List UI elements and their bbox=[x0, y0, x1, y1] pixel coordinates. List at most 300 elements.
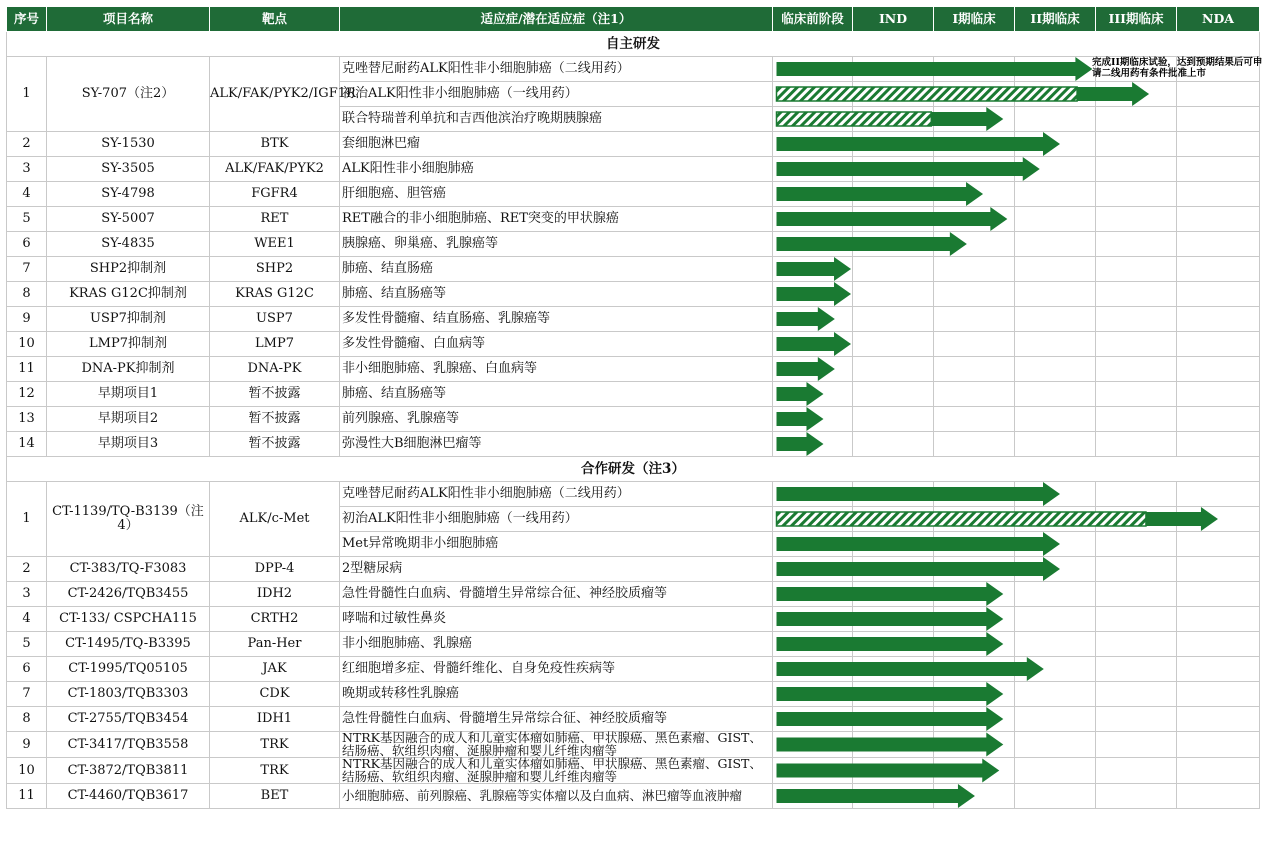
phase-cell bbox=[1015, 407, 1096, 432]
phase-cell bbox=[1177, 132, 1260, 157]
phase-cell bbox=[1177, 257, 1260, 282]
phase-cell bbox=[853, 382, 934, 407]
row-number: 13 bbox=[7, 407, 47, 432]
phase-cell bbox=[934, 257, 1015, 282]
phase-cell bbox=[934, 307, 1015, 332]
phase2-approval-note: 完成II期临床试验，达到预期结果后可申请二线用药有条件批准上市 bbox=[1092, 57, 1263, 79]
row-number: 1 bbox=[7, 57, 47, 132]
phase-cell bbox=[934, 207, 1015, 232]
phase-cell bbox=[934, 557, 1015, 582]
table-row bbox=[7, 257, 1260, 282]
phase-cell bbox=[773, 732, 853, 758]
indication: RET融合的非小细胞肺癌、RET突变的甲状腺癌 bbox=[340, 207, 773, 232]
phase-cell bbox=[1096, 207, 1177, 232]
indication: NTRK基因融合的成人和儿童实体瘤如肺癌、甲状腺癌、黑色素瘤、GIST、结肠癌、软组织肉瘤、涎腺肿瘤和婴儿纤维肉瘤等 bbox=[340, 758, 773, 784]
row-number: 7 bbox=[7, 682, 47, 707]
phase-cell bbox=[934, 232, 1015, 257]
phase-cell bbox=[934, 432, 1015, 457]
phase-cell bbox=[1096, 582, 1177, 607]
phase-cell bbox=[934, 182, 1015, 207]
phase-cell bbox=[773, 707, 853, 732]
indication: 初治ALK阳性非小细胞肺癌（一线用药） bbox=[340, 507, 773, 532]
phase-cell bbox=[773, 182, 853, 207]
table-row bbox=[7, 557, 1260, 582]
row-number: 10 bbox=[7, 758, 47, 784]
phase-cell bbox=[773, 307, 853, 332]
phase-cell bbox=[853, 207, 934, 232]
phase-cell bbox=[853, 532, 934, 557]
phase-cell bbox=[934, 282, 1015, 307]
indication: 肝细胞癌、胆管癌 bbox=[340, 182, 773, 207]
phase-cell bbox=[773, 482, 853, 507]
phase-cell bbox=[853, 682, 934, 707]
project-name: CT-1139/TQ-B3139（注4） bbox=[47, 482, 210, 557]
phase-cell bbox=[1096, 732, 1177, 758]
phase-cell bbox=[1096, 182, 1177, 207]
phase-cell bbox=[853, 332, 934, 357]
table-row bbox=[7, 732, 1260, 758]
indication: NTRK基因融合的成人和儿童实体瘤如肺癌、甲状腺癌、黑色素瘤、GIST、结肠癌、软组织肉瘤、涎腺肿瘤和婴儿纤维肉瘤等 bbox=[340, 732, 773, 758]
project-name: SY-4798 bbox=[47, 182, 210, 207]
col-phase3-header: III期临床 bbox=[1096, 7, 1177, 32]
row-number: 5 bbox=[7, 207, 47, 232]
phase-cell bbox=[853, 732, 934, 758]
phase-cell bbox=[1177, 482, 1260, 507]
phase-cell bbox=[1177, 557, 1260, 582]
pipeline-table bbox=[6, 6, 1260, 809]
project-name: CT-4460/TQB3617 bbox=[47, 784, 210, 809]
phase-cell bbox=[773, 557, 853, 582]
col-ind-header: IND bbox=[853, 7, 934, 32]
phase-cell bbox=[853, 182, 934, 207]
phase-cell bbox=[1177, 182, 1260, 207]
project-name: 早期项目1 bbox=[47, 382, 210, 407]
row-number: 14 bbox=[7, 432, 47, 457]
row-number: 9 bbox=[7, 307, 47, 332]
table-row bbox=[7, 758, 1260, 784]
indication: 晚期或转移性乳腺癌 bbox=[340, 682, 773, 707]
project-name: CT-2755/TQB3454 bbox=[47, 707, 210, 732]
indication: 联合特瑞普利单抗和吉西他滨治疗晚期胰腺癌 bbox=[340, 107, 773, 132]
target-name: WEE1 bbox=[210, 232, 340, 257]
phase-cell bbox=[773, 207, 853, 232]
table-row bbox=[7, 482, 1260, 507]
phase-cell bbox=[1015, 657, 1096, 682]
phase-cell bbox=[1015, 632, 1096, 657]
phase-cell bbox=[773, 507, 853, 532]
phase-cell bbox=[1177, 107, 1260, 132]
phase-cell bbox=[1096, 107, 1177, 132]
table-row bbox=[7, 657, 1260, 682]
col-phase2-header: II期临床 bbox=[1015, 7, 1096, 32]
table-row bbox=[7, 682, 1260, 707]
phase-cell bbox=[1096, 707, 1177, 732]
phase-cell bbox=[773, 282, 853, 307]
project-name: CT-1995/TQ05105 bbox=[47, 657, 210, 682]
project-name: CT-3872/TQB3811 bbox=[47, 758, 210, 784]
phase-cell bbox=[1177, 532, 1260, 557]
phase-cell bbox=[853, 157, 934, 182]
table-row bbox=[7, 132, 1260, 157]
col-nda-header: NDA bbox=[1177, 7, 1260, 32]
phase-cell bbox=[1096, 82, 1177, 107]
target-name: DNA-PK bbox=[210, 357, 340, 382]
phase-cell bbox=[773, 784, 853, 809]
phase-cell bbox=[853, 432, 934, 457]
phase-cell bbox=[1096, 232, 1177, 257]
phase-cell bbox=[1096, 257, 1177, 282]
project-name: SY-3505 bbox=[47, 157, 210, 182]
phase-cell bbox=[1015, 758, 1096, 784]
phase-cell bbox=[773, 157, 853, 182]
phase-cell bbox=[853, 232, 934, 257]
phase-cell bbox=[853, 307, 934, 332]
indication: 前列腺癌、乳腺癌等 bbox=[340, 407, 773, 432]
target-name: 暂不披露 bbox=[210, 407, 340, 432]
indication: 小细胞肺癌、前列腺癌、乳腺癌等实体瘤以及白血病、淋巴瘤等血液肿瘤 bbox=[340, 784, 773, 809]
phase-cell bbox=[1015, 57, 1096, 82]
phase-cell bbox=[773, 257, 853, 282]
phase-cell bbox=[1015, 507, 1096, 532]
phase-cell bbox=[773, 107, 853, 132]
phase-cell bbox=[1096, 482, 1177, 507]
col-target-header: 靶点 bbox=[210, 7, 340, 32]
phase-cell bbox=[773, 582, 853, 607]
project-name: SY-1530 bbox=[47, 132, 210, 157]
indication: 非小细胞肺癌、乳腺癌、白血病等 bbox=[340, 357, 773, 382]
table-row bbox=[7, 707, 1260, 732]
phase-cell bbox=[934, 57, 1015, 82]
target-name: USP7 bbox=[210, 307, 340, 332]
project-name: KRAS G12C抑制剂 bbox=[47, 282, 210, 307]
phase-cell bbox=[1096, 132, 1177, 157]
phase-cell bbox=[1177, 157, 1260, 182]
phase-cell bbox=[773, 332, 853, 357]
target-name: CDK bbox=[210, 682, 340, 707]
phase-cell bbox=[1015, 157, 1096, 182]
phase-cell bbox=[1177, 332, 1260, 357]
col-phase1-header: I期临床 bbox=[934, 7, 1015, 32]
indication: 克唑替尼耐药ALK阳性非小细胞肺癌（二线用药） bbox=[340, 482, 773, 507]
project-name: CT-3417/TQB3558 bbox=[47, 732, 210, 758]
phase-cell bbox=[853, 758, 934, 784]
phase-cell bbox=[1015, 707, 1096, 732]
target-name: BET bbox=[210, 784, 340, 809]
indication: 红细胞增多症、骨髓纤维化、自身免疫性疾病等 bbox=[340, 657, 773, 682]
phase-cell bbox=[1015, 232, 1096, 257]
table-row bbox=[7, 282, 1260, 307]
phase-cell bbox=[853, 582, 934, 607]
project-name: CT-1803/TQB3303 bbox=[47, 682, 210, 707]
phase-cell bbox=[1177, 307, 1260, 332]
phase-cell bbox=[1096, 657, 1177, 682]
project-name: 早期项目2 bbox=[47, 407, 210, 432]
project-name: SY-4835 bbox=[47, 232, 210, 257]
indication: 初治ALK阳性非小细胞肺癌（一线用药） bbox=[340, 82, 773, 107]
project-name: SY-707（注2） bbox=[47, 57, 210, 132]
indication: 胰腺癌、卵巢癌、乳腺癌等 bbox=[340, 232, 773, 257]
phase-cell bbox=[1177, 758, 1260, 784]
phase-cell bbox=[773, 432, 853, 457]
indication: 急性骨髓性白血病、骨髓增生异常综合征、神经胶质瘤等 bbox=[340, 582, 773, 607]
phase-cell bbox=[1177, 382, 1260, 407]
phase-cell bbox=[1015, 257, 1096, 282]
indication: 2型糖尿病 bbox=[340, 557, 773, 582]
phase-cell bbox=[1177, 682, 1260, 707]
target-name: RET bbox=[210, 207, 340, 232]
row-number: 1 bbox=[7, 482, 47, 557]
indication: 急性骨髓性白血病、骨髓增生异常综合征、神经胶质瘤等 bbox=[340, 707, 773, 732]
row-number: 4 bbox=[7, 182, 47, 207]
phase-cell bbox=[934, 332, 1015, 357]
indication: 克唑替尼耐药ALK阳性非小细胞肺癌（二线用药） bbox=[340, 57, 773, 82]
project-name: 早期项目3 bbox=[47, 432, 210, 457]
phase-cell bbox=[1096, 532, 1177, 557]
indication: ALK阳性非小细胞肺癌 bbox=[340, 157, 773, 182]
phase-cell bbox=[1096, 407, 1177, 432]
phase-cell bbox=[853, 632, 934, 657]
col-num-header: 序号 bbox=[7, 7, 47, 32]
target-name: IDH2 bbox=[210, 582, 340, 607]
table-row bbox=[7, 382, 1260, 407]
phase-cell bbox=[934, 758, 1015, 784]
phase-cell bbox=[1015, 784, 1096, 809]
phase-cell bbox=[934, 732, 1015, 758]
phase-cell bbox=[1096, 282, 1177, 307]
table-row bbox=[7, 232, 1260, 257]
phase-cell bbox=[853, 607, 934, 632]
phase-cell bbox=[1096, 357, 1177, 382]
header-row bbox=[7, 7, 1260, 32]
phase-cell bbox=[1015, 557, 1096, 582]
phase-cell bbox=[1015, 532, 1096, 557]
table-row bbox=[7, 432, 1260, 457]
phase-cell bbox=[934, 707, 1015, 732]
phase-cell bbox=[1177, 357, 1260, 382]
phase-cell bbox=[853, 657, 934, 682]
phase-cell bbox=[853, 407, 934, 432]
phase-cell bbox=[853, 357, 934, 382]
phase-cell bbox=[1177, 232, 1260, 257]
target-name: 暂不披露 bbox=[210, 382, 340, 407]
indication: 肺癌、结直肠癌等 bbox=[340, 282, 773, 307]
phase-cell bbox=[934, 482, 1015, 507]
phase-cell bbox=[1015, 107, 1096, 132]
phase-cell bbox=[1177, 282, 1260, 307]
project-name: CT-383/TQ-F3083 bbox=[47, 557, 210, 582]
table-row bbox=[7, 582, 1260, 607]
indication: 肺癌、结直肠癌等 bbox=[340, 382, 773, 407]
phase-cell bbox=[1015, 332, 1096, 357]
phase-cell bbox=[773, 607, 853, 632]
phase-cell bbox=[934, 682, 1015, 707]
row-number: 3 bbox=[7, 157, 47, 182]
phase-cell bbox=[1177, 607, 1260, 632]
section-header-row bbox=[7, 457, 1260, 482]
col-indication-header: 适应症/潜在适应症（注1） bbox=[340, 7, 773, 32]
phase-cell bbox=[853, 482, 934, 507]
phase-cell bbox=[934, 357, 1015, 382]
indication: Met异常晚期非小细胞肺癌 bbox=[340, 532, 773, 557]
section-header-row bbox=[7, 32, 1260, 57]
project-name: SY-5007 bbox=[47, 207, 210, 232]
row-number: 6 bbox=[7, 232, 47, 257]
phase-cell bbox=[853, 107, 934, 132]
table-row bbox=[7, 182, 1260, 207]
project-name: CT-2426/TQB3455 bbox=[47, 582, 210, 607]
project-name: DNA-PK抑制剂 bbox=[47, 357, 210, 382]
target-name: JAK bbox=[210, 657, 340, 682]
row-number: 6 bbox=[7, 657, 47, 682]
target-name: IDH1 bbox=[210, 707, 340, 732]
table-row bbox=[7, 157, 1260, 182]
target-name: BTK bbox=[210, 132, 340, 157]
row-number: 3 bbox=[7, 582, 47, 607]
phase-cell bbox=[1096, 632, 1177, 657]
row-number: 11 bbox=[7, 357, 47, 382]
phase-cell bbox=[934, 132, 1015, 157]
phase-cell bbox=[1096, 557, 1177, 582]
project-name: USP7抑制剂 bbox=[47, 307, 210, 332]
phase-cell bbox=[773, 132, 853, 157]
table-row bbox=[7, 57, 1260, 82]
pipeline-table-wrapper bbox=[6, 6, 1259, 809]
phase-cell bbox=[934, 657, 1015, 682]
phase-cell bbox=[853, 557, 934, 582]
phase-cell bbox=[853, 132, 934, 157]
table-row bbox=[7, 307, 1260, 332]
phase-cell bbox=[1096, 784, 1177, 809]
phase-cell bbox=[1015, 82, 1096, 107]
row-number: 8 bbox=[7, 707, 47, 732]
table-row bbox=[7, 632, 1260, 657]
phase-cell bbox=[1177, 582, 1260, 607]
table-row bbox=[7, 407, 1260, 432]
target-name: FGFR4 bbox=[210, 182, 340, 207]
phase-cell bbox=[773, 682, 853, 707]
phase-cell bbox=[934, 382, 1015, 407]
target-name: Pan-Her bbox=[210, 632, 340, 657]
phase-cell bbox=[1015, 357, 1096, 382]
project-name: CT-133/ CSPCHA115 bbox=[47, 607, 210, 632]
project-name: CT-1495/TQ-B3395 bbox=[47, 632, 210, 657]
phase-cell bbox=[853, 282, 934, 307]
row-number: 5 bbox=[7, 632, 47, 657]
phase-cell bbox=[1015, 432, 1096, 457]
phase-cell bbox=[1015, 207, 1096, 232]
phase-cell bbox=[1015, 382, 1096, 407]
phase-cell bbox=[773, 758, 853, 784]
phase-cell bbox=[1096, 332, 1177, 357]
table-row bbox=[7, 607, 1260, 632]
phase-cell bbox=[934, 407, 1015, 432]
phase-cell bbox=[1177, 507, 1260, 532]
indication: 多发性骨髓瘤、结直肠癌、乳腺癌等 bbox=[340, 307, 773, 332]
phase-cell bbox=[1015, 582, 1096, 607]
phase-cell bbox=[934, 157, 1015, 182]
table-row bbox=[7, 332, 1260, 357]
phase-cell bbox=[1177, 207, 1260, 232]
pipeline-body bbox=[7, 32, 1260, 809]
col-name-header: 项目名称 bbox=[47, 7, 210, 32]
indication: 非小细胞肺癌、乳腺癌 bbox=[340, 632, 773, 657]
phase-cell bbox=[1015, 607, 1096, 632]
target-name: SHP2 bbox=[210, 257, 340, 282]
target-name: TRK bbox=[210, 758, 340, 784]
phase-cell bbox=[1096, 607, 1177, 632]
phase-cell bbox=[1177, 784, 1260, 809]
phase-cell bbox=[1015, 132, 1096, 157]
phase-cell bbox=[773, 82, 853, 107]
phase-cell bbox=[1015, 307, 1096, 332]
phase-cell bbox=[1015, 482, 1096, 507]
phase-cell bbox=[853, 257, 934, 282]
phase-cell bbox=[1177, 657, 1260, 682]
table-row bbox=[7, 357, 1260, 382]
row-number: 2 bbox=[7, 132, 47, 157]
target-name: TRK bbox=[210, 732, 340, 758]
row-number: 9 bbox=[7, 732, 47, 758]
project-name: LMP7抑制剂 bbox=[47, 332, 210, 357]
phase-cell bbox=[934, 107, 1015, 132]
phase-cell bbox=[934, 82, 1015, 107]
target-name: DPP-4 bbox=[210, 557, 340, 582]
phase-cell bbox=[1096, 382, 1177, 407]
table-row bbox=[7, 207, 1260, 232]
phase-cell bbox=[1177, 732, 1260, 758]
target-name: ALK/c-Met bbox=[210, 482, 340, 557]
phase-cell bbox=[773, 382, 853, 407]
indication: 肺癌、结直肠癌 bbox=[340, 257, 773, 282]
indication: 多发性骨髓瘤、白血病等 bbox=[340, 332, 773, 357]
phase-cell bbox=[773, 632, 853, 657]
phase-cell bbox=[853, 707, 934, 732]
target-name: ALK/FAK/PYK2/IGF1R bbox=[210, 57, 340, 132]
phase-cell bbox=[1177, 632, 1260, 657]
phase-cell bbox=[1015, 182, 1096, 207]
project-name: SHP2抑制剂 bbox=[47, 257, 210, 282]
row-number: 7 bbox=[7, 257, 47, 282]
target-name: CRTH2 bbox=[210, 607, 340, 632]
phase-cell bbox=[934, 507, 1015, 532]
phase-cell bbox=[773, 532, 853, 557]
phase-cell bbox=[934, 607, 1015, 632]
phase-cell bbox=[1177, 407, 1260, 432]
indication: 套细胞淋巴瘤 bbox=[340, 132, 773, 157]
row-number: 11 bbox=[7, 784, 47, 809]
section-title: 合作研发（注3） bbox=[7, 457, 1260, 482]
phase-cell bbox=[1177, 82, 1260, 107]
section-title: 自主研发 bbox=[7, 32, 1260, 57]
phase-cell bbox=[934, 532, 1015, 557]
phase-cell bbox=[1096, 432, 1177, 457]
phase-cell bbox=[853, 82, 934, 107]
phase-cell bbox=[773, 357, 853, 382]
phase-cell bbox=[853, 57, 934, 82]
phase-cell bbox=[1015, 682, 1096, 707]
phase-cell bbox=[934, 784, 1015, 809]
phase-cell bbox=[773, 57, 853, 82]
target-name: 暂不披露 bbox=[210, 432, 340, 457]
phase-cell bbox=[773, 407, 853, 432]
phase-cell bbox=[1015, 282, 1096, 307]
row-number: 8 bbox=[7, 282, 47, 307]
phase-cell bbox=[1096, 507, 1177, 532]
row-number: 10 bbox=[7, 332, 47, 357]
indication: 哮喘和过敏性鼻炎 bbox=[340, 607, 773, 632]
target-name: KRAS G12C bbox=[210, 282, 340, 307]
phase-cell bbox=[773, 657, 853, 682]
